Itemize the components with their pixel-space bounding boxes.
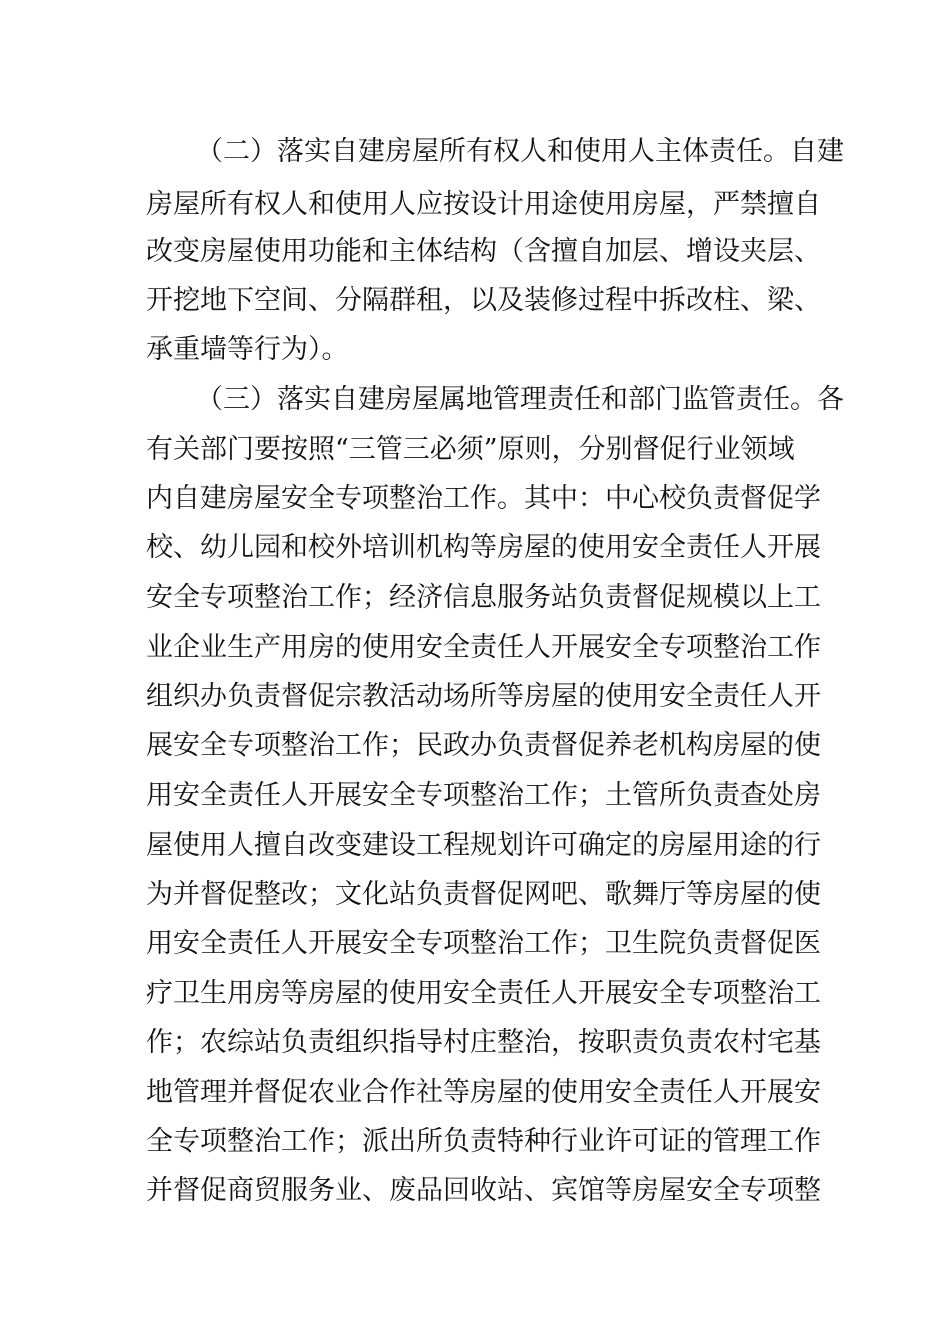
text-line <box>0 623 950 672</box>
paragraph-3-line-10: 屋使用人擅自改变建设工程规划许可确定的房屋用途的行 <box>146 830 821 861</box>
text-line <box>0 180 950 229</box>
paragraph-3-line-12: 用安全责任人开展安全专项整治工作；卫生院负责督促医 <box>146 928 821 959</box>
paragraph-3-line-4: 校、幼儿园和校外培训机构等房屋的使用安全责任人开展 <box>146 532 821 563</box>
text-line <box>0 325 950 374</box>
paragraph-3-line-9: 用安全责任人开展安全专项整治工作；土管所负责查处房 <box>146 780 821 811</box>
paragraph-2-line-2: 房屋所有权人和使用人应按设计用途使用房屋，严禁擅自 <box>146 189 821 220</box>
text-line <box>0 672 950 721</box>
paragraph-3-line-15: 地管理并督促农业合作社等房屋的使用安全责任人开展安 <box>146 1077 821 1108</box>
paragraph-3-line-16: 全专项整治工作；派出所负责特种行业许可证的管理工作 <box>146 1126 821 1157</box>
text-line <box>0 276 950 325</box>
text-line <box>0 474 950 523</box>
paragraph-3-line-14: 作；农综站负责组织指导村庄整治，按职责负责农村宅基 <box>146 1027 821 1058</box>
paragraph-2-line-1: （二）落实自建房屋所有权人和使用人主体责任。自建 <box>196 136 844 167</box>
text-line <box>0 523 950 572</box>
paragraph-3-line-3: 内自建房屋安全专项整治工作。其中：中心校负责督促学 <box>146 483 821 514</box>
paragraph-3-line-7: 组织办负责督促宗教活动场所等房屋的使用安全责任人开 <box>146 681 821 712</box>
text-line <box>0 870 950 919</box>
paragraph-3-line-2: 有关部门要按照“三管三必须”原则，分别督促行业领域 <box>146 434 795 465</box>
paragraph-3-line-17: 并督促商贸服务业、废品回收站、宾馆等房屋安全专项整 <box>146 1175 821 1206</box>
paragraph-3-line-11: 为并督促整改；文化站负责督促网吧、歌舞厅等房屋的使 <box>146 879 821 910</box>
paragraph-3-line-8: 展安全专项整治工作；民政办负责督促养老机构房屋的使 <box>146 730 821 761</box>
paragraph-3-line-6: 业企业生产用房的使用安全责任人开展安全专项整治工作 <box>146 632 821 663</box>
paragraph-2-line-3: 改变房屋使用功能和主体结构（含擅自加层、增设夹层、 <box>146 236 821 267</box>
text-line <box>0 375 950 424</box>
paragraph-3-line-5: 安全专项整治工作；经济信息服务站负责督促规模以上工 <box>146 582 821 613</box>
paragraph-2-line-4: 开挖地下空间、分隔群租，以及装修过程中拆改柱、梁、 <box>146 285 821 316</box>
text-line <box>0 227 950 276</box>
text-line <box>0 1166 950 1215</box>
text-line <box>0 573 950 622</box>
text-line <box>0 425 950 474</box>
text-line <box>0 1117 950 1166</box>
text-line <box>0 127 950 176</box>
text-line <box>0 721 950 770</box>
text-line <box>0 1068 950 1117</box>
paragraph-3-line-1: （三）落实自建房屋属地管理责任和部门监管责任。各 <box>196 384 844 415</box>
text-line <box>0 1018 950 1067</box>
text-line <box>0 969 950 1018</box>
text-line <box>0 821 950 870</box>
paragraph-2-line-5: 承重墙等行为）。 <box>146 334 349 365</box>
text-line <box>0 919 950 968</box>
text-line <box>0 771 950 820</box>
paragraph-3-line-13: 疗卫生用房等房屋的使用安全责任人开展安全专项整治工 <box>146 978 821 1009</box>
